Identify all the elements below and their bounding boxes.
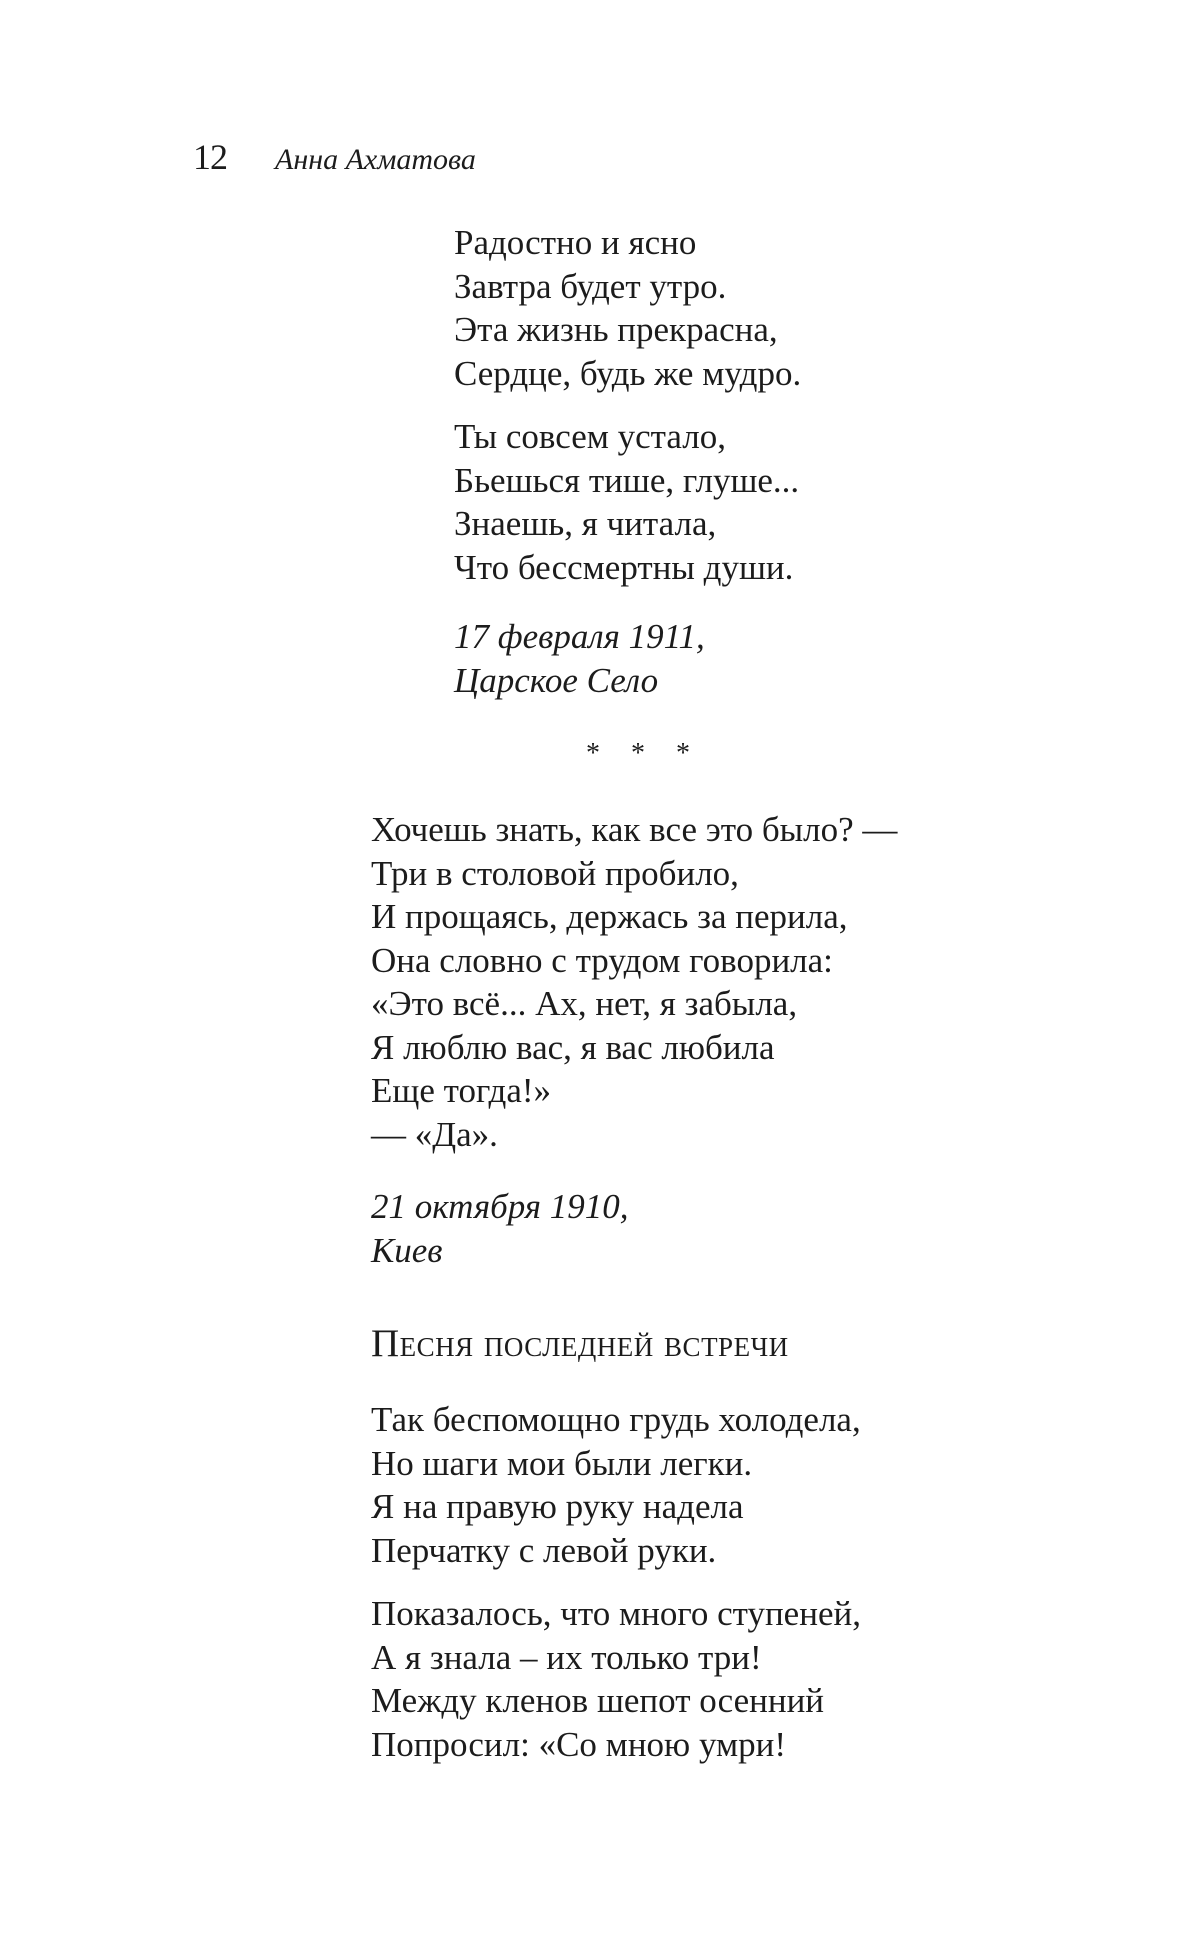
poem-2 bbox=[371, 808, 897, 1156]
stanza bbox=[454, 221, 801, 395]
poem-line: Бьешься тише, глуше... bbox=[454, 460, 800, 500]
poem-line: Но шаги мои были легки. bbox=[371, 1443, 753, 1483]
poem-line: Хочешь знать, как все это было? — bbox=[371, 810, 898, 849]
poem-1 bbox=[454, 221, 801, 589]
poem-line: Эта жизнь прекрасна, bbox=[454, 310, 778, 349]
poem-line: Радостно и ясно bbox=[454, 223, 697, 262]
poem-line: Я на правую руку надела bbox=[371, 1487, 744, 1526]
poem-2-dateline bbox=[371, 1185, 629, 1272]
poem-line: Показалось, что много ступеней, bbox=[371, 1594, 861, 1633]
poem-line: Еще тогда!» bbox=[371, 1071, 552, 1110]
poem-line: Попросил: «Со мною умри! bbox=[371, 1724, 787, 1764]
poem-3-title: Песня последней встречи bbox=[371, 1322, 789, 1365]
poem-line: И прощаясь, держась за перила, bbox=[371, 897, 848, 936]
poem-line: Между кленов шепот осенний bbox=[371, 1681, 825, 1720]
poem-line: Сердце, будь же мудро. bbox=[454, 353, 802, 393]
poem-line: Перчатку с левой руки. bbox=[371, 1530, 717, 1570]
asterism-separator: * * * bbox=[586, 738, 702, 769]
poem-place: Царское Село bbox=[454, 660, 659, 700]
page-number: 12 bbox=[193, 137, 227, 177]
stanza bbox=[371, 1592, 861, 1766]
poem-line: Я люблю вас, я вас любила bbox=[371, 1027, 775, 1067]
poem-line: Завтра будет утро. bbox=[454, 266, 727, 306]
poem-line: Три в столовой пробило, bbox=[371, 853, 739, 893]
poem-3 bbox=[371, 1398, 861, 1766]
poem-line: Ты совсем устало, bbox=[454, 417, 726, 456]
poem-date: 17 февраля 1911, bbox=[454, 617, 705, 656]
stanza bbox=[371, 1398, 861, 1572]
poem-date: 21 октября 1910, bbox=[371, 1187, 629, 1226]
poem-line: «Это всё... Ах, нет, я забыла, bbox=[371, 984, 798, 1023]
page-header bbox=[193, 136, 476, 178]
poem-place: Киев bbox=[371, 1230, 443, 1270]
poem-line: Так беспомощно грудь холодела, bbox=[371, 1400, 861, 1439]
stanza bbox=[454, 415, 801, 589]
poem-line: Она словно с трудом говорила: bbox=[371, 940, 833, 980]
poem-line: А я знала – их только три! bbox=[371, 1637, 762, 1677]
poem-1-dateline bbox=[454, 615, 705, 702]
running-head-author: Анна Ахматова bbox=[275, 143, 476, 176]
poem-line: Что бессмертны души. bbox=[454, 547, 794, 587]
poem-line: Знаешь, я читала, bbox=[454, 504, 717, 543]
poem-line: — «Да». bbox=[371, 1114, 498, 1154]
